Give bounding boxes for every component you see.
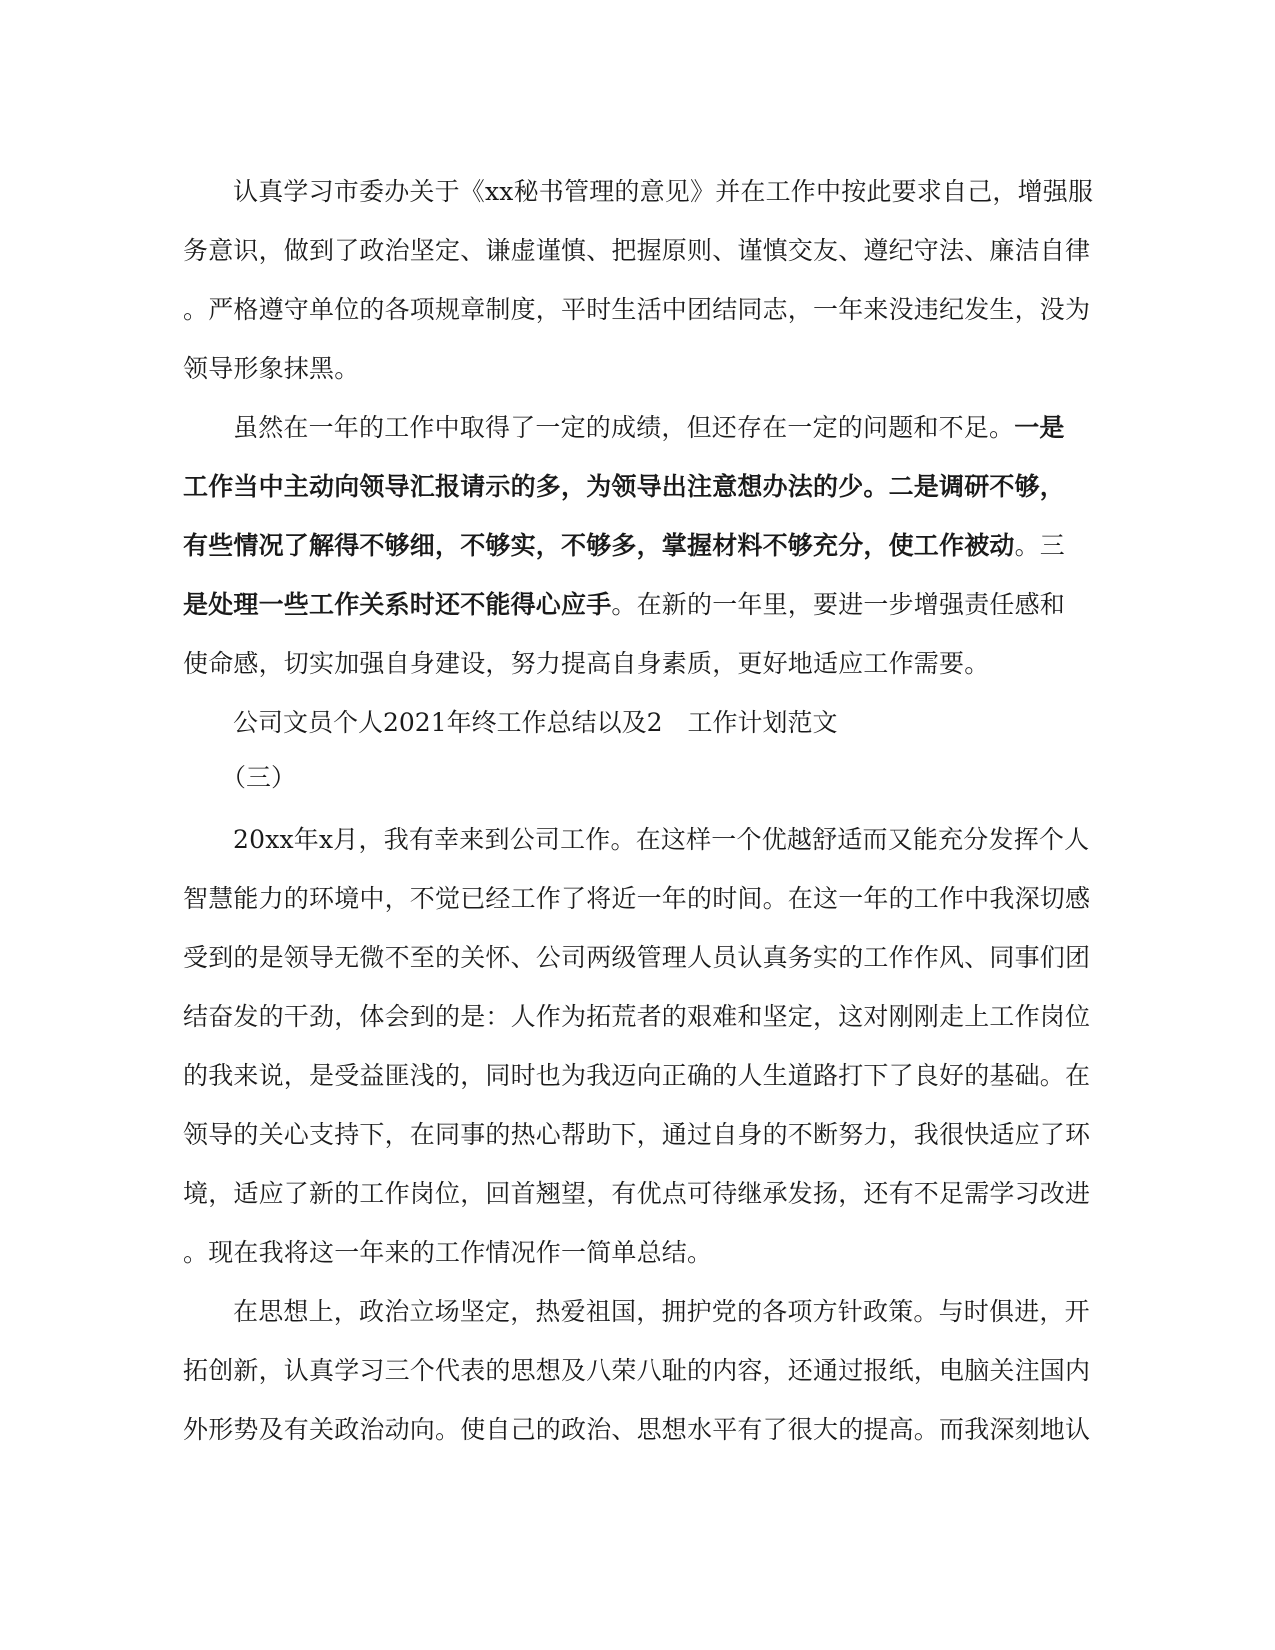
text-line: 领导的关心支持下，在同事的热心帮助下，通过自身的不断努力，我很快适应了环 bbox=[183, 1120, 1091, 1149]
text-span: 虽然在一年的工作中取得了一定的成绩，但还存在一定的问题和不足。 bbox=[233, 413, 1015, 442]
text-line: 。现在我将这一年来的工作情况作一简单总结。 bbox=[183, 1238, 713, 1267]
text-line: 智慧能力的环境中，不觉已经工作了将近一年的时间。在这一年的工作中我深切感 bbox=[183, 884, 1091, 913]
text-line: 使命感，切实加强自身建设，努力提高自身素质，更好地适应工作需要。 bbox=[183, 649, 990, 678]
section-subtitle: （三） bbox=[221, 763, 297, 792]
text-line: 。严格遵守单位的各项规章制度，平时生活中团结同志，一年来没违纪发生，没为 bbox=[183, 295, 1091, 324]
bold-text-span: 是处理一些工作关系时还不能得心应手 bbox=[183, 590, 612, 619]
text-line bbox=[183, 404, 1095, 452]
text-line bbox=[183, 581, 1095, 629]
text-line: 境，适应了新的工作岗位，回首翘望，有优点可待继承发扬，还有不足需学习改进 bbox=[183, 1179, 1091, 1208]
text-line: 受到的是领导无微不至的关怀、公司两级管理人员认真务实的工作作风、同事们团 bbox=[183, 943, 1091, 972]
paragraph-self-discipline bbox=[183, 168, 1095, 393]
text-line: 结奋发的干劲，体会到的是：人作为拓荒者的艰难和坚定，这对刚刚走上工作岗位 bbox=[183, 1002, 1091, 1031]
text-line: 的我来说，是受益匪浅的，同时也为我迈向正确的人生道路打下了良好的基础。在 bbox=[183, 1061, 1091, 1090]
text-line: 领导形象抹黑。 bbox=[183, 354, 360, 383]
text-span: 。在新的一年里，要进一步增强责任感和 bbox=[611, 590, 1066, 619]
text-span: 。三 bbox=[1014, 531, 1066, 560]
document-page bbox=[183, 168, 1095, 1465]
paragraph-introduction bbox=[183, 816, 1095, 1277]
bold-text-span: 一是 bbox=[1014, 413, 1065, 442]
paragraph-ideology bbox=[183, 1288, 1095, 1454]
text-line: 拓创新，认真学习三个代表的思想及八荣八耻的内容，还通过报纸，电脑关注国内 bbox=[183, 1356, 1091, 1385]
bold-text-line: 工作当中主动向领导汇报请示的多，为领导出注意想办法的少。二是调研不够， bbox=[183, 472, 1066, 501]
text-line: 在思想上，政治立场坚定，热爱祖国，拥护党的各项方针政策。与时俱进，开 bbox=[233, 1297, 1090, 1326]
text-line bbox=[183, 522, 1095, 570]
paragraph-shortcomings bbox=[183, 404, 1095, 688]
text-line: 务意识，做到了政治坚定、谦虚谨慎、把握原则、谨慎交友、遵纪守法、廉洁自律 bbox=[183, 236, 1091, 265]
text-line: 20xx年x月，我有幸来到公司工作。在这样一个优越舒适而又能充分发挥个人 bbox=[233, 825, 1090, 854]
section-title: 公司文员个人2021年终工作总结以及2 工作计划范文 bbox=[233, 708, 838, 737]
bold-text-span: 有些情况了解得不够细，不够实，不够多，掌握材料不够充分，使工作被动 bbox=[183, 531, 1015, 560]
text-line: 外形势及有关政治动向。使自己的政治、思想水平有了很大的提高。而我深刻地认 bbox=[183, 1415, 1091, 1444]
text-line: 认真学习市委办关于《xx秘书管理的意见》并在工作中按此要求自己，增强服 bbox=[233, 177, 1094, 206]
